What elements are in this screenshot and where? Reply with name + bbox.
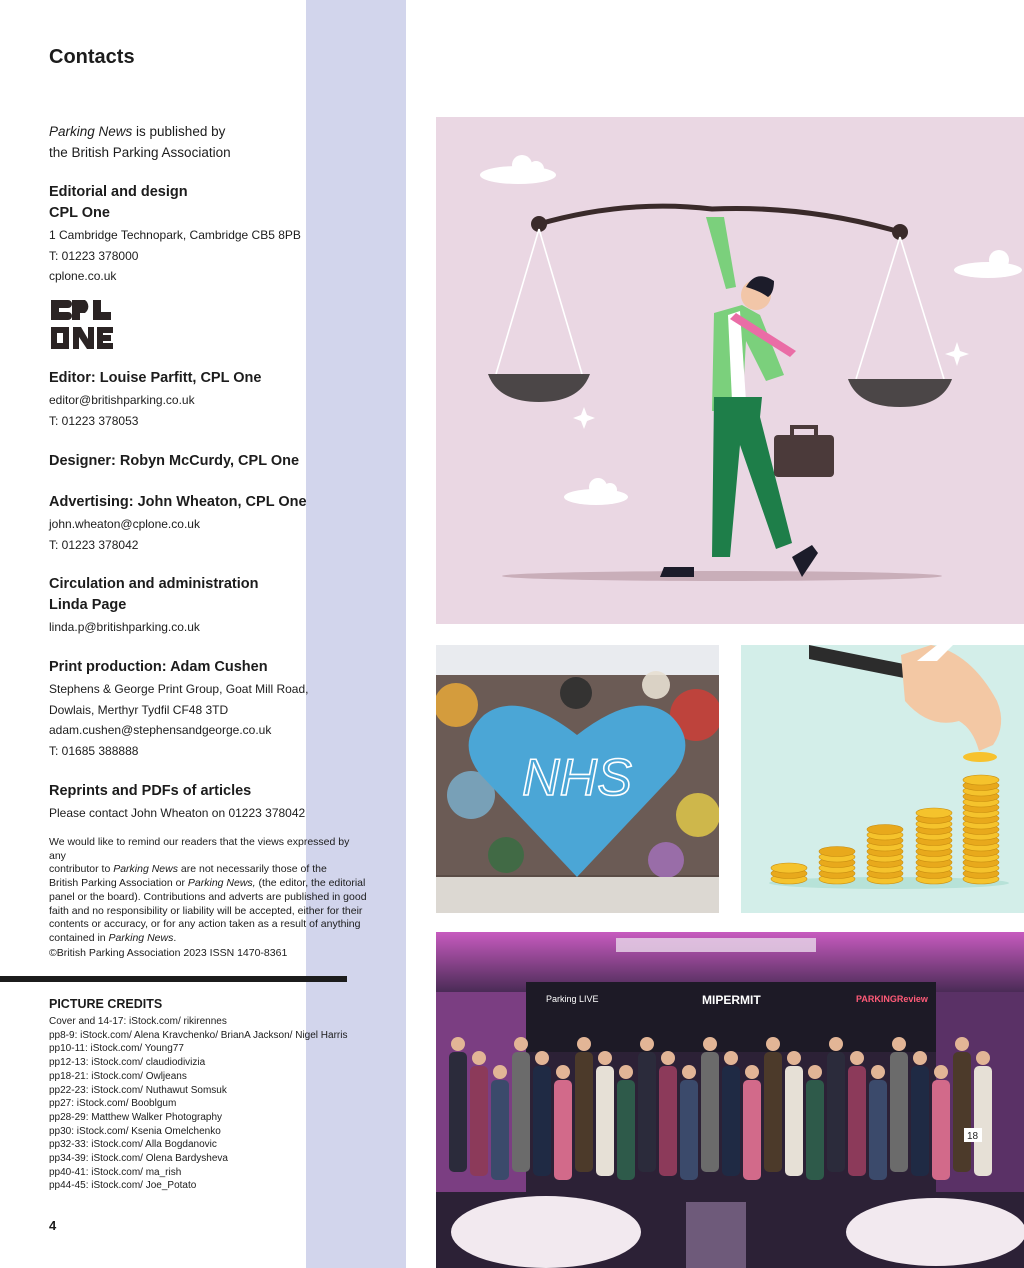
- editorial-phone: T: 01223 378000: [49, 249, 139, 263]
- circulation-email[interactable]: linda.p@britishparking.co.uk: [49, 620, 200, 634]
- coin-stacks: [771, 775, 999, 884]
- event-sign-mid: MIPERMIT: [702, 993, 761, 1007]
- cpl-one-logo: [49, 297, 113, 356]
- advertising-heading: Advertising: John Wheaton, CPL One: [49, 494, 307, 510]
- page-title: Contacts: [49, 46, 135, 68]
- disclaimer-line: contributor to Parking News are not necessarily those of the: [49, 863, 327, 876]
- editor-phone: T: 01223 378053: [49, 414, 139, 428]
- credit-item: pp18-21: iStock.com/ Owljeans: [49, 1070, 187, 1082]
- print-phone: T: 01685 388888: [49, 744, 139, 758]
- disclaimer-line: faith and no responsibility or liability will be accepted, either for their: [49, 904, 363, 917]
- credit-item: pp8-9: iStock.com/ Alena Kravchenko/ BrianA Jackson/ Nigel Harris: [49, 1029, 348, 1041]
- disclaimer-line: panel or the board). Contributions and adverts are published in good: [49, 890, 367, 903]
- editorial-heading: Editorial and design: [49, 184, 188, 200]
- credits-heading: PICTURE CREDITS: [49, 997, 163, 1011]
- credit-item: pp12-13: iStock.com/ claudiodivizia: [49, 1057, 206, 1069]
- publisher-text: is published by: [132, 124, 226, 139]
- disclaimer: [49, 836, 369, 946]
- crowd: [449, 1037, 992, 1180]
- credit-item: pp10-11: iStock.com/ Young77: [49, 1043, 184, 1055]
- editor-email[interactable]: editor@britishparking.co.uk: [49, 393, 195, 407]
- scales-illustration: [436, 117, 1024, 624]
- editor-heading: Editor: Louise Parfitt, CPL One: [49, 370, 262, 386]
- publisher-statement: [49, 121, 231, 163]
- reprints-heading: Reprints and PDFs of articles: [49, 783, 252, 799]
- credit-item: pp28-29: Matthew Walker Photography: [49, 1111, 223, 1123]
- page-number: 4: [49, 1218, 57, 1233]
- credit-item: pp27: iStock.com/ Booblgum: [49, 1098, 177, 1110]
- credit-item: pp44-45: iStock.com/ Joe_Potato: [49, 1180, 197, 1192]
- credit-item: Cover and 14-17: iStock.com/ rikirennes: [49, 1016, 227, 1027]
- print-address-line2: Dowlais, Merthyr Tydfil CF48 3TD: [49, 703, 229, 717]
- circulation-name: Linda Page: [49, 597, 127, 613]
- print-email[interactable]: adam.cushen@stephensandgeorge.co.uk: [49, 723, 272, 737]
- awards-event-photo: [436, 932, 1024, 1268]
- event-sign-left: Parking LIVE: [546, 994, 599, 1004]
- advertising-email[interactable]: john.wheaton@cplone.co.uk: [49, 517, 200, 531]
- print-heading: Print production: Adam Cushen: [49, 659, 268, 675]
- publication-name: Parking News: [49, 124, 133, 139]
- editorial-website: cplone.co.uk: [49, 269, 117, 283]
- credit-item: pp40-41: iStock.com/ ma_rish: [49, 1166, 182, 1178]
- editorial-company: CPL One: [49, 205, 110, 221]
- designer-heading: Designer: Robyn McCurdy, CPL One: [49, 453, 300, 469]
- credits-list: [49, 1015, 347, 1193]
- table-number: 18: [967, 1131, 979, 1142]
- advertising-phone: T: 01223 378042: [49, 538, 139, 552]
- section-divider: [0, 976, 347, 982]
- credit-item: pp32-33: iStock.com/ Alla Bogdanovic: [49, 1139, 217, 1151]
- credit-item: pp34-39: iStock.com/ Olena Bardysheva: [49, 1153, 228, 1165]
- editorial-address: 1 Cambridge Technopark, Cambridge CB5 8PB: [49, 228, 301, 242]
- disclaimer-line: contents or accuracy, or for any action taken as a result of anything: [49, 918, 361, 931]
- credit-item: pp22-23: iStock.com/ Nuthawut Somsuk: [49, 1084, 227, 1096]
- credit-item: pp30: iStock.com/ Ksenia Omelchenko: [49, 1125, 221, 1137]
- disclaimer-line: contained in Parking News.: [49, 931, 177, 944]
- publisher-org: the British Parking Association: [49, 145, 231, 160]
- print-address-line1: Stephens & George Print Group, Goat Mill Road,: [49, 682, 309, 696]
- event-sign-right: PARKINGReview: [856, 994, 928, 1004]
- disclaimer-line: British Parking Association or Parking News, (the editor, the editorial: [49, 877, 366, 890]
- disclaimer-line: We would like to remind our readers that the views expressed by any: [49, 836, 350, 862]
- copyright: ©British Parking Association 2023 ISSN 1470-8361: [49, 947, 288, 959]
- reprints-text: Please contact John Wheaton on 01223 378042: [49, 806, 306, 820]
- nhs-heart-graffiti-photo: [436, 645, 719, 913]
- coins-growth-illustration: [741, 645, 1024, 913]
- circulation-heading: Circulation and administration: [49, 576, 259, 592]
- nhs-text: NHS: [522, 749, 632, 807]
